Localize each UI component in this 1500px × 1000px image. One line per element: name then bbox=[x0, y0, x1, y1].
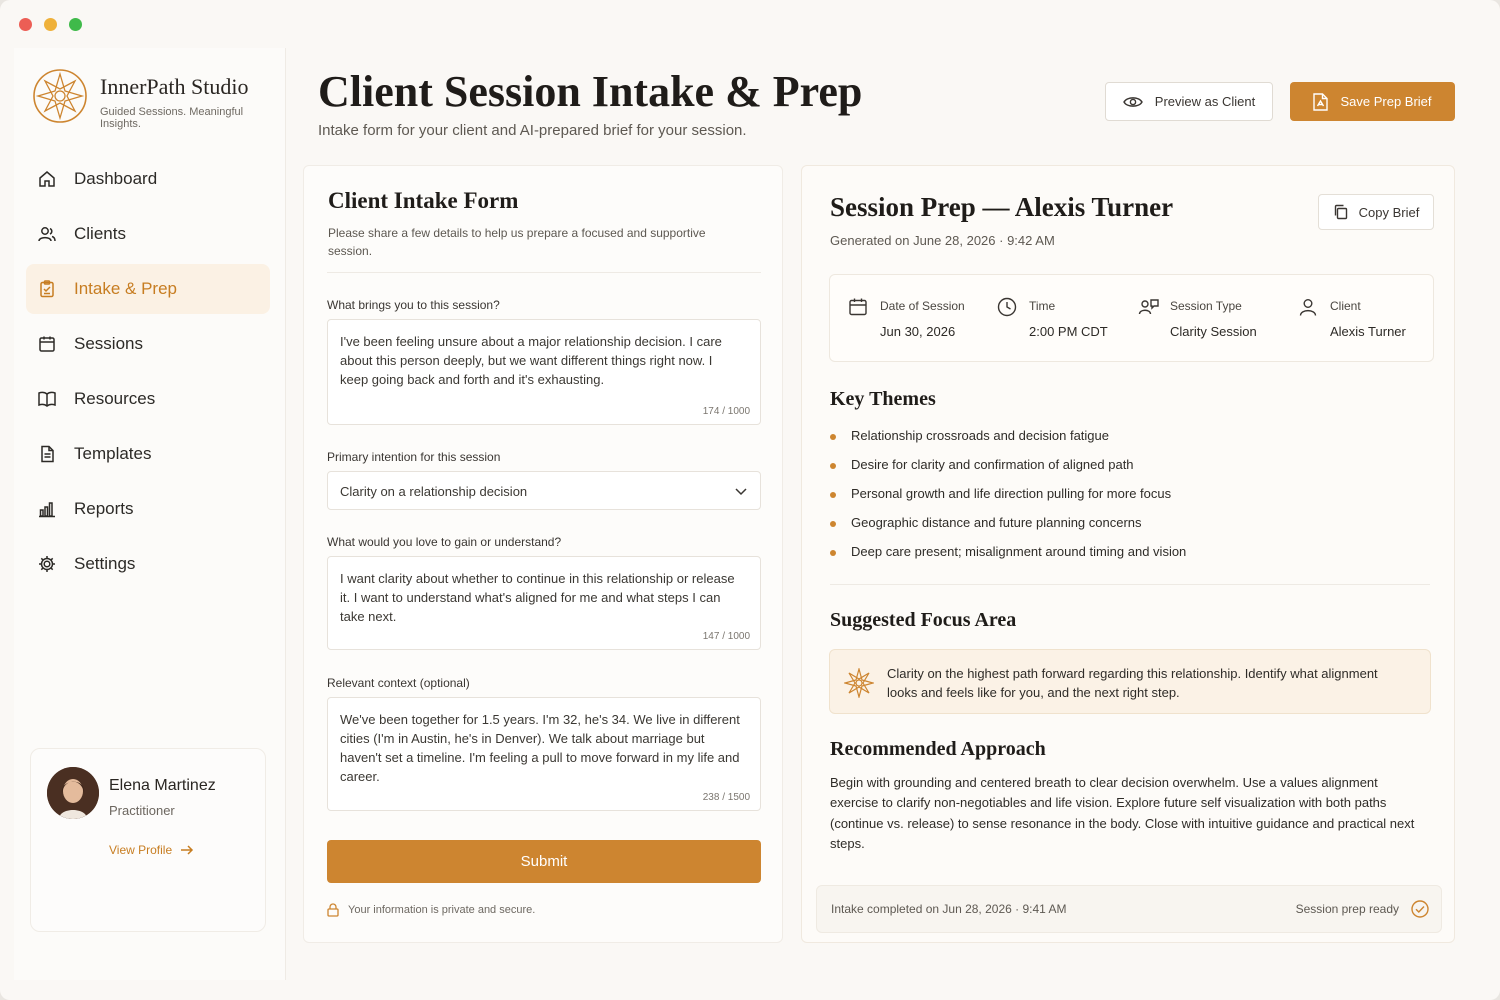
q4-textarea[interactable] bbox=[327, 697, 761, 811]
meta-client-value: Alexis Turner bbox=[1330, 324, 1406, 339]
document-save-icon bbox=[1313, 93, 1328, 111]
brand-name: InnerPath Studio bbox=[100, 74, 249, 99]
q1-textarea[interactable] bbox=[327, 319, 761, 425]
sidebar-item-reports[interactable] bbox=[26, 484, 270, 534]
bullet-icon bbox=[830, 550, 836, 556]
avatar-image-icon bbox=[47, 767, 99, 819]
calendar-icon bbox=[848, 297, 868, 317]
view-profile-link[interactable] bbox=[109, 843, 194, 857]
users-icon bbox=[36, 223, 58, 245]
prep-ready-status bbox=[1296, 900, 1429, 918]
gear-icon bbox=[36, 553, 58, 575]
profile-card bbox=[30, 748, 266, 932]
q1-value: I've been feeling unsure about a major relationship decision. I care about this person deeply, but we want different things right now. I keep going back and forth and it's exhausting. bbox=[340, 334, 722, 387]
sidebar-item-templates[interactable] bbox=[26, 429, 270, 479]
intake-form-description: Please share a few details to help us prepare a focused and supportive session. bbox=[328, 226, 706, 258]
brand-tagline: Guided Sessions. Meaningful Insights. bbox=[100, 106, 244, 130]
theme-text: Deep care present; misalignment around timing and vision bbox=[851, 544, 1187, 559]
sidebar-item-resources[interactable] bbox=[26, 374, 270, 424]
intake-form-card bbox=[303, 165, 783, 943]
sparkle-star-icon bbox=[844, 668, 874, 698]
arrow-right-icon bbox=[180, 844, 194, 856]
sidebar-item-intake-prep[interactable] bbox=[26, 264, 270, 314]
sidebar-item-label: Templates bbox=[74, 444, 152, 463]
theme-text: Relationship crossroads and decision fatigue bbox=[851, 428, 1109, 443]
meta-time-value: 2:00 PM CDT bbox=[1029, 324, 1108, 339]
theme-text: Desire for clarity and confirmation of aligned path bbox=[851, 457, 1134, 472]
bullet-icon bbox=[830, 492, 836, 498]
page-subtitle: Intake form for your client and AI-prepared brief for your session. bbox=[318, 122, 747, 139]
intention-select[interactable] bbox=[327, 471, 761, 510]
meta-time-label: Time bbox=[1029, 299, 1056, 313]
user-icon bbox=[1298, 297, 1318, 317]
calendar-icon bbox=[36, 333, 58, 355]
q2-label: Primary intention for this session bbox=[327, 450, 501, 464]
document-icon bbox=[36, 443, 58, 465]
divider bbox=[830, 584, 1430, 585]
view-profile-label: View Profile bbox=[109, 843, 173, 857]
intention-selected-value: Clarity on a relationship decision bbox=[340, 484, 528, 499]
sidebar-item-clients[interactable] bbox=[26, 209, 270, 259]
meta-client-label: Client bbox=[1330, 299, 1361, 313]
people-chat-icon bbox=[1138, 297, 1160, 317]
save-prep-brief-button[interactable] bbox=[1290, 82, 1455, 121]
theme-text: Personal growth and life direction pulling for more focus bbox=[851, 486, 1172, 501]
q3-char-counter: 147 / 1000 bbox=[702, 631, 750, 642]
bullet-icon bbox=[830, 521, 836, 527]
q4-value: We've been together for 1.5 years. I'm 32, he's 34. We live in different cities (I'm in Austin, he's in Denver). We talk about marriage but haven't set a timeline. I'm feeling a pull to move forward in my life and career. bbox=[340, 712, 740, 784]
clipboard-icon bbox=[36, 278, 58, 300]
sidebar-item-label: Resources bbox=[74, 389, 156, 408]
sidebar-item-label: Settings bbox=[74, 554, 136, 573]
meta-date-label: Date of Session bbox=[880, 299, 965, 313]
q4-label: Relevant context (optional) bbox=[327, 676, 470, 690]
profile-name: Elena Martinez bbox=[109, 777, 216, 794]
intake-form-title: Client Intake Form bbox=[328, 188, 519, 213]
q3-textarea[interactable] bbox=[327, 556, 761, 650]
minimize-window-button[interactable] bbox=[44, 18, 57, 31]
bar-chart-icon bbox=[36, 498, 58, 520]
copy-brief-button[interactable] bbox=[1318, 194, 1434, 230]
sidebar-item-settings[interactable] bbox=[26, 539, 270, 589]
theme-text: Geographic distance and future planning concerns bbox=[851, 515, 1142, 530]
privacy-text: Your information is private and secure. bbox=[348, 904, 536, 916]
session-prep-card bbox=[801, 165, 1455, 943]
brand-logo-icon bbox=[32, 68, 88, 124]
key-themes-title: Key Themes bbox=[830, 388, 936, 410]
meta-date-value: Jun 30, 2026 bbox=[880, 324, 956, 339]
list-item bbox=[830, 428, 1186, 457]
list-item bbox=[830, 515, 1186, 544]
suggested-focus-title: Suggested Focus Area bbox=[830, 609, 1017, 631]
suggested-focus-box bbox=[829, 649, 1431, 714]
list-item bbox=[830, 544, 1186, 573]
prep-ready-label: Session prep ready bbox=[1295, 902, 1399, 916]
sidebar-item-dashboard[interactable] bbox=[26, 154, 270, 204]
book-icon bbox=[36, 388, 58, 410]
sidebar bbox=[14, 48, 286, 980]
q4-char-counter: 238 / 1500 bbox=[702, 792, 750, 803]
eye-icon bbox=[1123, 95, 1143, 109]
recommended-approach-text: Begin with grounding and centered breath to clear decision overwhelm. Use a values alignment exercise to clarify non-negotiables and life vision. Explore future self visualization with both paths (continue vs. release) to sense resonance in the body. Close with intuitive guidance and practical next steps. bbox=[830, 775, 1415, 851]
session-meta-box bbox=[829, 274, 1434, 362]
privacy-note bbox=[327, 903, 535, 917]
preview-label: Preview as Client bbox=[1154, 94, 1256, 109]
suggested-focus-text: Clarity on the highest path forward regarding this relationship. Identify what alignment looks and feels like for you, and the next right step. bbox=[887, 666, 1378, 700]
bullet-icon bbox=[830, 434, 836, 440]
chevron-down-icon bbox=[734, 484, 748, 498]
sidebar-nav bbox=[26, 154, 270, 594]
sidebar-item-label: Reports bbox=[74, 499, 134, 518]
intake-completed-timestamp: Intake completed on Jun 28, 2026 · 9:41 AM bbox=[831, 902, 1067, 916]
sidebar-item-label: Sessions bbox=[74, 334, 143, 353]
q3-label: What would you love to gain or understand? bbox=[327, 535, 562, 549]
submit-label: Submit bbox=[520, 853, 568, 870]
clock-icon bbox=[997, 297, 1017, 317]
meta-type-label: Session Type bbox=[1170, 299, 1242, 313]
session-prep-title: Session Prep — Alexis Turner bbox=[830, 192, 1174, 222]
q1-label: What brings you to this session? bbox=[327, 298, 500, 312]
list-item bbox=[830, 486, 1186, 515]
copy-label: Copy Brief bbox=[1358, 204, 1420, 220]
maximize-window-button[interactable] bbox=[69, 18, 82, 31]
list-item bbox=[830, 457, 1186, 486]
home-icon bbox=[36, 168, 58, 190]
sidebar-item-label: Dashboard bbox=[74, 169, 158, 188]
close-window-button[interactable] bbox=[19, 18, 32, 31]
title-bar bbox=[0, 0, 1500, 48]
preview-as-client-button[interactable] bbox=[1105, 82, 1273, 121]
sidebar-item-sessions[interactable] bbox=[26, 319, 270, 369]
check-circle-icon bbox=[1411, 900, 1429, 918]
save-label: Save Prep Brief bbox=[1340, 94, 1432, 109]
lock-icon bbox=[327, 903, 339, 917]
sidebar-item-label: Clients bbox=[74, 224, 126, 243]
avatar bbox=[47, 767, 99, 819]
sidebar-item-label: Intake & Prep bbox=[74, 279, 178, 298]
brand[interactable] bbox=[32, 68, 282, 130]
bullet-icon bbox=[830, 463, 836, 469]
generated-timestamp: Generated on June 28, 2026 · 9:42 AM bbox=[830, 233, 1055, 248]
page-title: Client Session Intake & Prep bbox=[318, 67, 863, 116]
meta-type-value: Clarity Session bbox=[1170, 324, 1257, 339]
copy-icon bbox=[1333, 204, 1349, 220]
q1-char-counter: 174 / 1000 bbox=[702, 406, 750, 417]
key-themes-list bbox=[830, 428, 1186, 573]
prep-status-footer bbox=[816, 885, 1442, 933]
submit-button[interactable] bbox=[327, 840, 761, 883]
recommended-approach-title: Recommended Approach bbox=[830, 738, 1046, 760]
profile-role: Practitioner bbox=[109, 803, 175, 818]
q3-value: I want clarity about whether to continue in this relationship or release it. I want to understand what's aligned for me and what steps I can take next. bbox=[340, 571, 735, 624]
divider bbox=[327, 272, 761, 273]
